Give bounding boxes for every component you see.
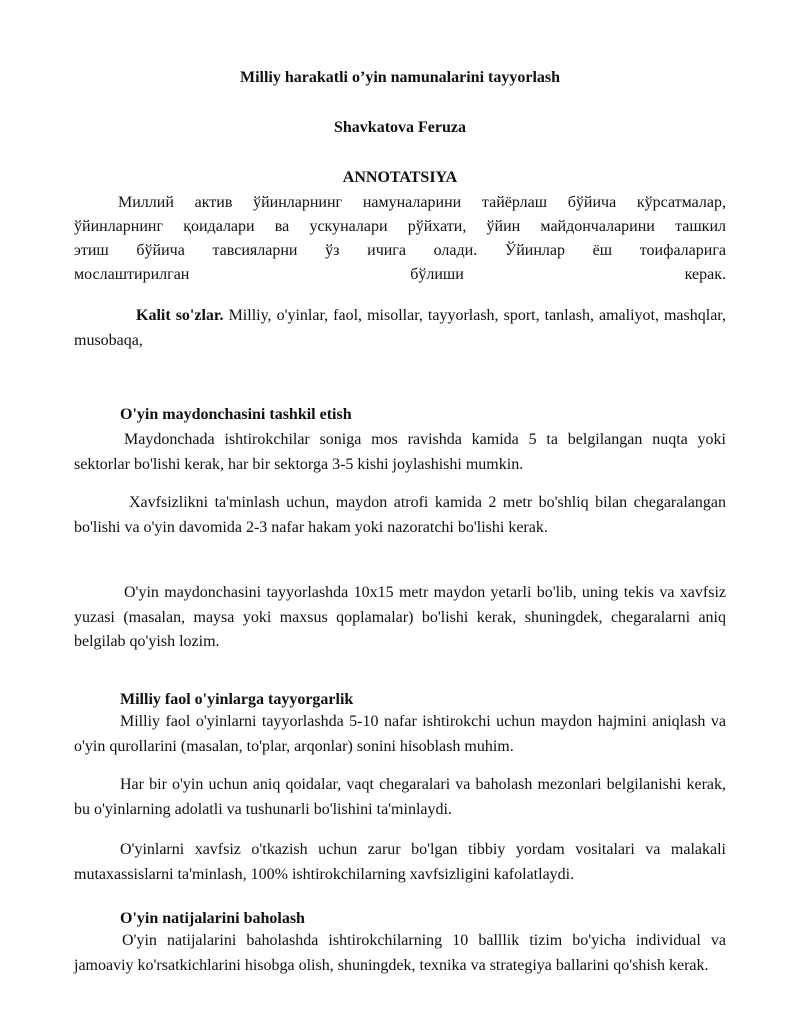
section-heading-3: O'yin natijalarini baholash <box>120 910 305 927</box>
section-2-paragraph-3: O'yinlarni xavfsiz o'tkazish uchun zarur bo'lgan tibbiy yordam vositalari va malakali mutaxassislarni ta'minlash, 100% ishtirokchilarning xavfsizligini kafolatlaydi. <box>74 841 726 883</box>
annotation-line-1: Миллий актив ўйинларнинг намуналарини тайёрлаш бўйича кўрсатмалар, <box>118 194 726 211</box>
section-1-paragraph-3: O'yin maydonchasini tayyorlashda 10x15 metr maydon yetarli bo'lib, uning tekis va xavfsiz yuzasi (masalan, maysa yoki maxsus qoplamalar) bo'lishi kerak, shuningdek, chegaralarni aniq belgilab qo'yish lozim. <box>74 584 726 650</box>
keywords-paragraph <box>74 304 726 353</box>
annotation-heading: ANNOTATSIYA <box>342 169 458 186</box>
section-1-paragraph-1: Maydonchada ishtirokchilar soniga mos ravishda kamida 5 ta belgilangan nuqta yoki sektorlar bo'lishi kerak, har bir sektorga 3-5 kishi joylashishi mumkin. <box>74 431 726 473</box>
section-2-paragraph-1: Milliy faol o'yinlarni tayyorlashda 5-10 nafar ishtirokchi uchun maydon hajmini aniqlash va o'yin qurollarini (masalan, to'plar, arqonlar) sonini hisoblash muhim. <box>74 713 726 755</box>
section-1-paragraph-2: Xavfsizlikni ta'minlash uchun, maydon atrofi kamida 2 metr bo'shliq bilan chegaralangan bo'lishi va o'yin davomida 2-3 nafar hakam yoki nazoratchi bo'lishi kerak. <box>74 494 726 536</box>
keywords-text: Milliy, o'yinlar, faol, misollar, tayyorlash, sport, tanlash, amaliyot, mashqlar, musobaqa, <box>74 307 726 349</box>
section-3-paragraph-1: O'yin natijalarini baholashda ishtirokchilarning 10 balllik tizim bo'yicha individual va jamoaviy ko'rsatkichlarini hisobga olish, shuningdek, texnika va strategiya ballarini qo'shish kerak. <box>74 932 726 974</box>
section-heading-2: Milliy faol o'yinlarga tayyorgarlik <box>120 691 354 708</box>
annotation-line-3: этиш бўйича тавсияларни ўз ичига олади. Ўйинлар ёш тоифаларига <box>74 242 726 259</box>
author-name: Shavkatova Feruza <box>334 119 466 136</box>
annotation-line-4: мослаштирилган бўлиши керак. <box>74 266 726 283</box>
section-heading-1: O'yin maydonchasini tashkil etish <box>120 406 352 423</box>
section-2-paragraph-2: Har bir o'yin uchun aniq qoidalar, vaqt chegaralari va baholash mezonlari belgilanishi kerak, bu o'yinlarning adolatli va tushunarli bo'lishini ta'minlaydi. <box>74 776 726 818</box>
document-title: Milliy harakatli o’yin namunalarini tayyorlash <box>239 69 561 86</box>
annotation-line-2: ўйинларнинг қоидалари ва ускуналари рўйхати, ўйин майдончаларини ташкил <box>74 218 726 235</box>
keywords-label: Kalit so'zlar. <box>136 307 224 324</box>
